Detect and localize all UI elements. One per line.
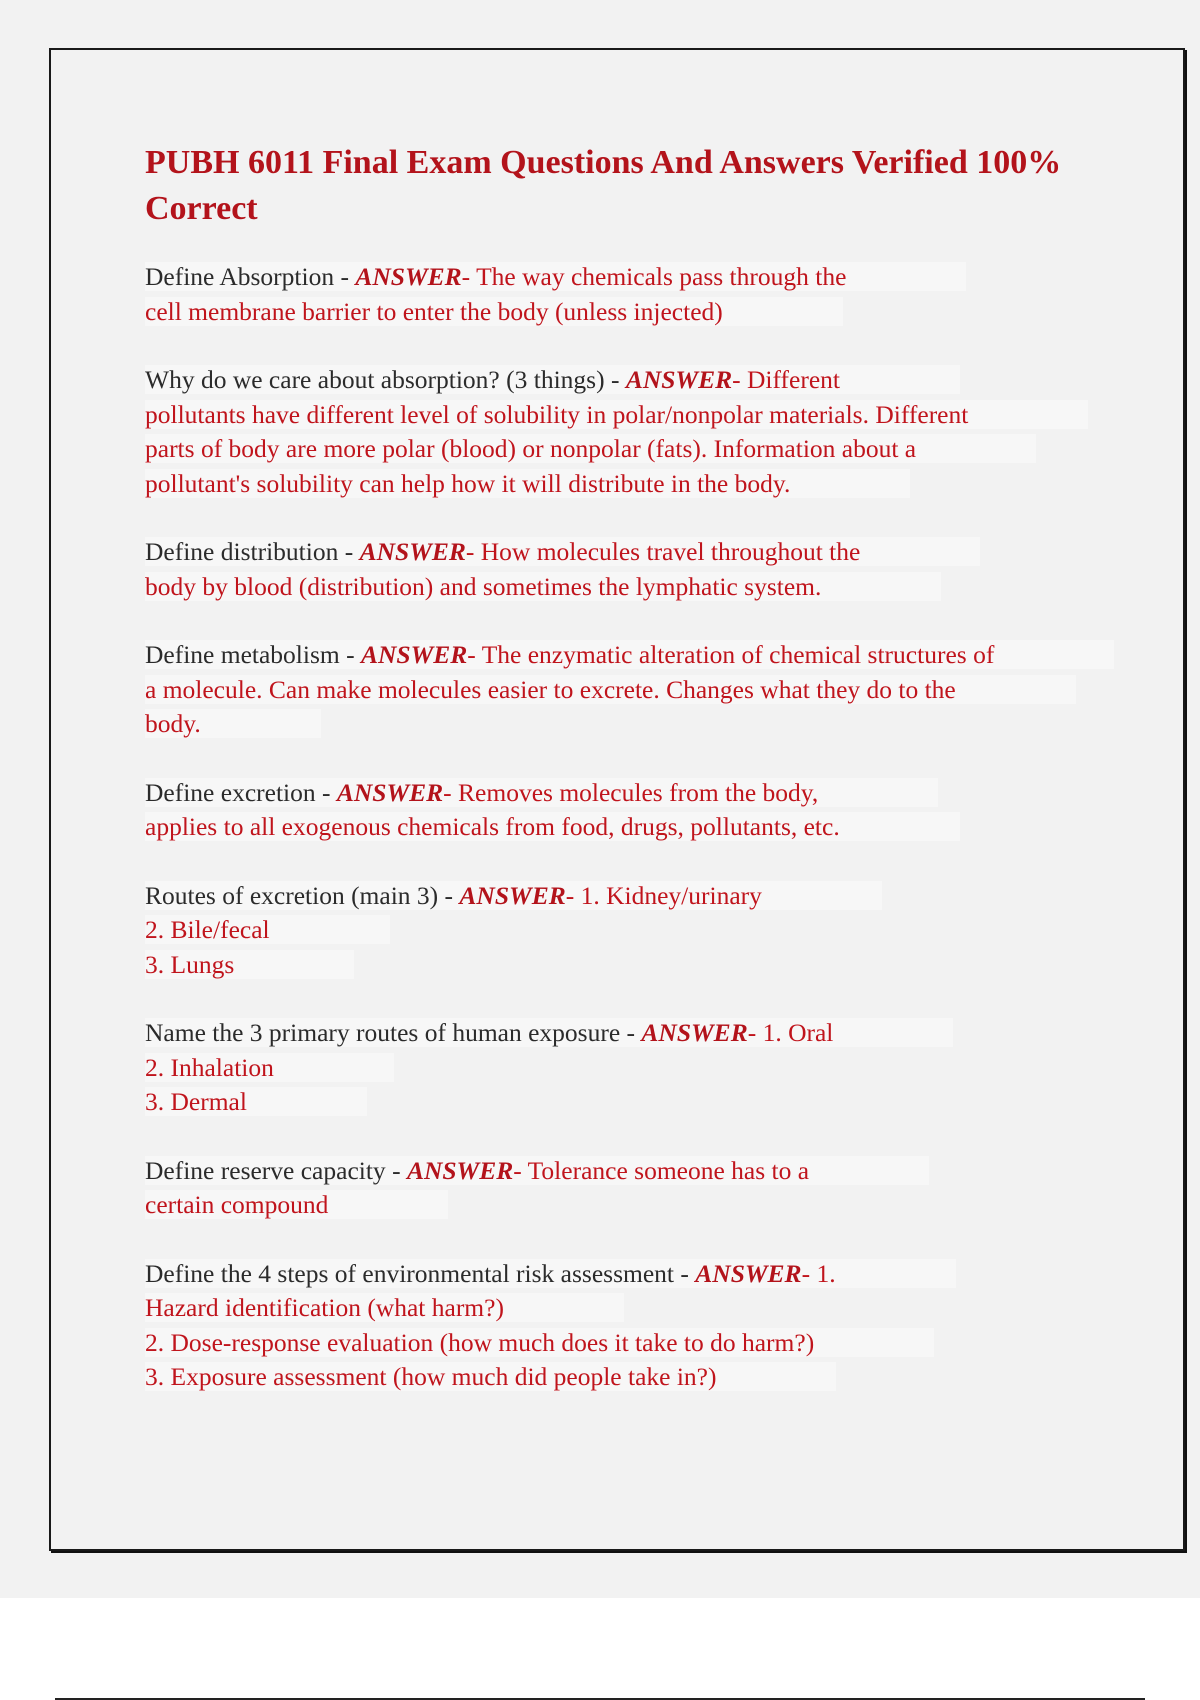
separator: - xyxy=(339,640,361,669)
answer-text: Tolerance someone has to a xyxy=(527,1155,810,1185)
question-text: Define the 4 steps of environmental risk assessment xyxy=(145,1258,675,1288)
qa-first-line xyxy=(145,776,1095,811)
answer-dash: - xyxy=(465,537,481,566)
line-highlight xyxy=(145,778,938,807)
answer-line xyxy=(145,570,1095,605)
answer-line xyxy=(145,398,1095,433)
answer-keyword: ANSWER xyxy=(336,777,444,807)
separator: - xyxy=(604,365,626,394)
answer-dash: - xyxy=(565,880,581,910)
answer-line xyxy=(145,295,1095,330)
line-highlight xyxy=(145,262,966,291)
line-highlight xyxy=(145,1018,953,1047)
line-highlight xyxy=(145,365,960,394)
answer-keyword: ANSWER xyxy=(459,880,566,910)
line-highlight xyxy=(145,640,1114,669)
answer-line xyxy=(145,673,1095,708)
line-highlight xyxy=(145,1053,394,1082)
answer-dash: - xyxy=(467,640,482,669)
qa-first-line xyxy=(145,879,1095,914)
qa-item xyxy=(145,638,1095,742)
answer-text: The enzymatic alteration of chemical structures of xyxy=(481,640,995,669)
answer-line xyxy=(145,467,1095,502)
line-highlight xyxy=(145,709,321,738)
question-text: Define reserve capacity xyxy=(145,1155,386,1185)
answer-text: Different xyxy=(747,365,840,394)
answer-line xyxy=(145,1051,1095,1086)
qa-first-line xyxy=(145,260,1095,295)
question-text: Define metabolism xyxy=(145,640,340,669)
answer-dash: - xyxy=(747,1018,763,1047)
answer-keyword: ANSWER xyxy=(359,537,466,566)
answer-text: pollutants have different level of solubility in polar/nonpolar materials. Different xyxy=(145,399,969,429)
qa-item xyxy=(145,879,1095,983)
answer-text: 1. Kidney/urinary xyxy=(580,880,762,910)
answer-text: Hazard identification (what harm?) xyxy=(145,1293,504,1322)
answer-text: Removes molecules from the body, xyxy=(458,777,819,807)
separator: - xyxy=(338,537,360,566)
line-highlight xyxy=(145,1362,836,1391)
qa-item xyxy=(145,363,1095,501)
separator: - xyxy=(385,1155,407,1185)
separator: - xyxy=(620,1018,642,1047)
answer-text: 3. Lungs xyxy=(145,949,235,979)
line-highlight xyxy=(145,1293,624,1322)
answer-dash: - xyxy=(513,1155,528,1185)
document-content xyxy=(145,140,1095,1429)
separator: - xyxy=(315,777,337,807)
qa-item xyxy=(145,1016,1095,1120)
line-highlight xyxy=(145,675,1076,704)
line-highlight xyxy=(145,434,1036,463)
answer-text: 3. Dermal xyxy=(145,1087,247,1116)
question-text: Why do we care about absorption? (3 things) xyxy=(145,365,605,394)
question-text: Name the 3 primary routes of human exposure xyxy=(145,1018,621,1047)
answer-line xyxy=(145,1326,1095,1361)
line-highlight xyxy=(145,915,390,944)
separator: - xyxy=(674,1258,696,1288)
answer-text: cell membrane barrier to enter the body (unless injected) xyxy=(145,296,723,326)
question-text: Routes of excretion (main 3) xyxy=(145,880,439,910)
answer-keyword: ANSWER xyxy=(695,1258,802,1288)
line-highlight xyxy=(145,400,1088,429)
qa-item xyxy=(145,535,1095,604)
answer-text: 2. Inhalation xyxy=(145,1052,274,1082)
answer-text: The way chemicals pass through the xyxy=(476,262,847,291)
qa-item xyxy=(145,776,1095,845)
line-highlight xyxy=(145,297,843,326)
answer-line xyxy=(145,432,1095,467)
answer-line xyxy=(145,1360,1095,1395)
answer-dash: - xyxy=(801,1258,817,1288)
answer-text: 1. Oral xyxy=(762,1018,834,1047)
question-text: Define distribution xyxy=(145,537,339,566)
answer-text: How molecules travel throughout the xyxy=(480,537,861,566)
question-text: Define excretion xyxy=(145,777,316,807)
question-text: Define Absorption xyxy=(145,262,335,291)
line-highlight xyxy=(145,1259,956,1288)
line-highlight xyxy=(145,572,941,601)
answer-text: body. xyxy=(145,709,201,738)
answer-text: pollutant's solubility can help how it will distribute in the body. xyxy=(145,468,791,498)
answer-text: 1. xyxy=(816,1258,836,1288)
qa-first-line xyxy=(145,638,1095,673)
qa-list xyxy=(145,260,1095,1395)
answer-keyword: ANSWER xyxy=(361,640,468,669)
answer-text: a molecule. Can make molecules easier to excrete. Changes what they do to the xyxy=(145,674,956,704)
answer-text: parts of body are more polar (blood) or nonpolar (fats). Information about a xyxy=(145,434,917,463)
answer-keyword: ANSWER xyxy=(355,262,462,291)
line-highlight xyxy=(145,812,960,841)
separator: - xyxy=(334,262,356,291)
answer-line xyxy=(145,913,1095,948)
qa-item xyxy=(145,1257,1095,1395)
answer-text: 2. Bile/fecal xyxy=(145,915,270,944)
answer-line xyxy=(145,810,1095,845)
qa-first-line xyxy=(145,1257,1095,1292)
qa-first-line xyxy=(145,1154,1095,1189)
qa-first-line xyxy=(145,1016,1095,1051)
separator: - xyxy=(438,880,460,910)
answer-keyword: ANSWER xyxy=(406,1155,514,1185)
answer-line xyxy=(145,1188,1095,1223)
qa-first-line xyxy=(145,363,1095,398)
qa-item xyxy=(145,1154,1095,1223)
line-highlight xyxy=(145,881,882,910)
answer-dash: - xyxy=(732,365,747,394)
line-highlight xyxy=(145,537,980,566)
qa-item xyxy=(145,260,1095,329)
document-title: PUBH 6011 Final Exam Questions And Answers Verified 100% Correct xyxy=(145,144,1062,227)
answer-text: body by blood (distribution) and sometimes the lymphatic system. xyxy=(145,571,822,601)
answer-dash: - xyxy=(461,262,477,291)
answer-keyword: ANSWER xyxy=(641,1018,748,1047)
answer-line xyxy=(145,707,1095,742)
answer-text: certain compound xyxy=(145,1190,329,1219)
answer-text: 3. Exposure assessment (how much did people take in?) xyxy=(145,1362,717,1391)
line-highlight xyxy=(145,950,354,979)
qa-first-line xyxy=(145,535,1095,570)
answer-keyword: ANSWER xyxy=(625,365,733,394)
line-highlight xyxy=(145,1190,448,1219)
line-highlight xyxy=(145,1328,934,1357)
answer-line xyxy=(145,948,1095,983)
line-highlight xyxy=(145,1156,929,1185)
line-highlight xyxy=(145,1087,367,1116)
answer-line xyxy=(145,1085,1095,1120)
answer-text: 2. Dose-response evaluation (how much does it take to do harm?) xyxy=(145,1327,815,1357)
answer-line xyxy=(145,1291,1095,1326)
answer-dash: - xyxy=(443,777,459,807)
line-highlight xyxy=(145,469,910,498)
answer-text: applies to all exogenous chemicals from food, drugs, pollutants, etc. xyxy=(145,812,840,841)
